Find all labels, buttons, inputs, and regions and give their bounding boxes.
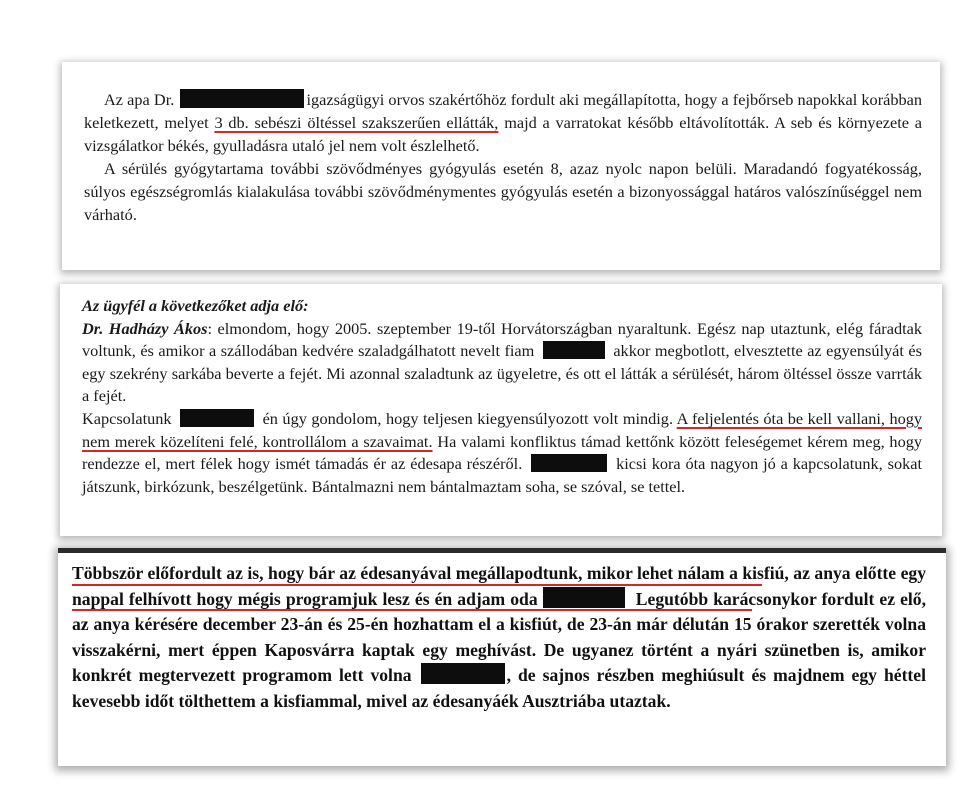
statement-paragraph-1: [82, 318, 922, 408]
expert-paragraph-1: [84, 88, 922, 157]
text-segment: igazságügyi orvos szakértőhöz fordult aki megállapította, hogy a fejbőrseb napokkal korábban keletkezett, melyet: [84, 90, 922, 132]
red-underline-mark: [72, 584, 762, 586]
text-segment: akkor megbotlott, elvesztette az egyensúlyát és egy szekrény sarkába beverte a fejét. Mi azonnal szaladtunk az ügyeletre, és ott el látták a sérülését, három öltéssel össze varrták a fejét.: [82, 341, 922, 406]
underlined-phrase: 3 db. sebészi öltéssel szakszerűen ellátták,: [214, 113, 499, 132]
document-clip-client-statement: [60, 284, 942, 536]
text-segment: , de sajnos részben meghiúsult és majdnem egy héttel kevesebb időt tölthettem a kisfiammal, mivel az édesanyáék Ausztriába utaztak.: [72, 665, 926, 711]
statement-paragraph-2: [82, 408, 922, 498]
expert-paragraph-2: A sérülés gyógytartama további szövődményes gyógyulás esetén 8, azaz nyolc napon belüli. Maradandó fogyatékosság, súlyos egészségromlás kialakulása további szövődménymentes gyógyulás esetén a bizonyossággal határos valószínűséggel nem várható.: [84, 159, 922, 224]
document-clip-testimony: [58, 548, 946, 766]
text-segment: majd a varratokat később eltávolították. A seb és környezete a vizsgálatkor békés, gyulladásra utaló jel nem volt észlelhető.: [84, 113, 923, 155]
scan-edge-bar: [58, 548, 946, 553]
red-underline-mark: [72, 609, 752, 611]
redaction-bar: [543, 341, 605, 359]
speaker-name: Dr. Hadházy Ákos: [82, 318, 208, 338]
redaction-bar: [180, 89, 304, 108]
document-clip-expert-opinion: [62, 62, 940, 270]
text-segment: : elmondom, hogy 2005. szeptember 19-től Horvátországban nyaraltunk. Egész nap utaztunk, elég fáradtak voltunk, és amikor a szállodában kedvére szaladgálhatott nevelt fiam: [82, 318, 922, 361]
redaction-bar: [543, 587, 625, 608]
underlined-phrase: A feljelentés óta be kell vallani, hogy nem merek közelíteni felé, kontrollálom a szavaimat.: [82, 408, 923, 451]
text-segment: Az apa Dr.: [104, 90, 175, 109]
redaction-bar: [421, 663, 505, 684]
text-segment: Többször előfordult az is, hogy bár az édesanyával megállapodtunk, mikor lehet nálam a kisfiú, az anya előtte egy nappal felhívott hogy mégis programjuk lesz és én adjam oda: [72, 563, 926, 609]
text-segment: Legutóbb karácsonykor fordult ez elő, az anya kérésére december 23-án és 25-én hozhattam el a kisfiút, de 23-án már délután 15 órakor szerették volna visszakérni, mert éppen Kaposvárra kaptak egy meghívást. De ugyanez történt a nyári szünetben is, amikor konkrét megtervezett programom lett volna: [72, 588, 926, 685]
text-segment: kicsi kora óta nagyon jó a kapcsolatunk, sokat játszunk, birkózunk, beszélgetünk. Bántalmazni nem bántalmaztam soha, se szóval, se tettel.: [82, 454, 922, 496]
statement-header: Az ügyfél a következőket adja elő:: [82, 296, 309, 315]
redaction-bar: [180, 409, 254, 427]
redaction-bar: [531, 454, 607, 472]
text-segment: Kapcsolatunk: [82, 408, 172, 428]
text-segment: én úgy gondolom, hogy teljesen kiegyensúlyozott volt mindig.: [262, 408, 674, 428]
text-segment: Ha valami konfliktus támad kettőnk között feleségemet kérem meg, hogy rendezze el, mert félek hogy ismét támadás ér az édesapa részéről.: [82, 431, 922, 474]
